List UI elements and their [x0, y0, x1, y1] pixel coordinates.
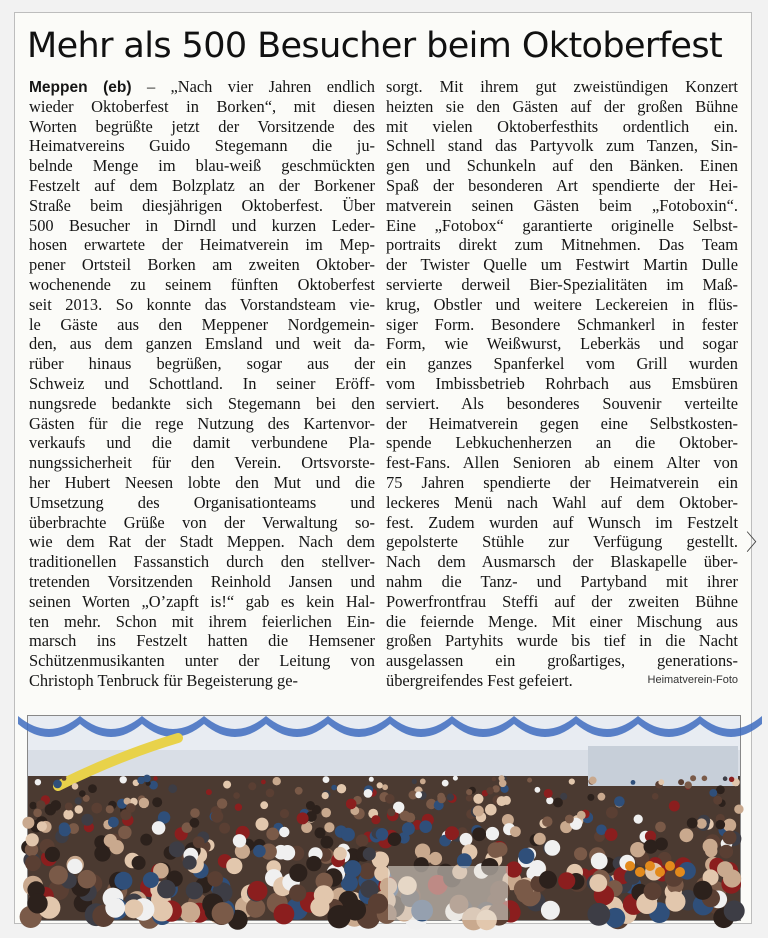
article-line: Nach dem Ausmarsch der Blaskapelle über- — [386, 552, 738, 572]
article-line: heizten sie den Gästen auf der großen Bühne — [386, 96, 738, 116]
article-line: Spaß der besonderen Art spendierte der Hei- — [386, 175, 738, 195]
article-line: wieder Oktoberfest in Borken“, mit diesen — [29, 96, 375, 116]
article-line: vom Imbissbetrieb Rohrbach aus Emsbüren — [386, 373, 738, 393]
article-line: wochenende zu seinem fünften Oktoberfest — [29, 274, 375, 294]
article-line: Eine „Fotobox“ garantierte originelle Selbst- — [386, 215, 738, 235]
article-line: portraits direkt zum Mitnehmen. Das Team — [386, 235, 738, 255]
article-line: der Heimatverein gegen eine Selbstkosten- — [386, 413, 738, 433]
article-line: Umsetzung des Organisationteams und — [29, 492, 375, 512]
article-line: nungsrede bedankte sich Stegemann bei den — [29, 393, 375, 413]
article-line: Straße beim diesjährigen Oktoberfest. Über — [29, 195, 375, 215]
article-line: seit 2013. So konnte das Vorstandsteam vie- — [29, 294, 375, 314]
article-line: Schnell stand das Partyvolk zum Tanzen, Sin- — [386, 136, 738, 156]
article-line: die feiernde Menge. Mit einer Mischung aus — [386, 611, 738, 631]
article-line: fest-Fans. Allen Senioren ab einem Alter von — [386, 453, 738, 473]
article-line: krug, Obstler und weitere Leckereien in flüs- — [386, 294, 738, 314]
article-line: nungssicherheit für den Verein. Ortsvorste- — [29, 453, 375, 473]
article-line: matverein seinen Gästen beim „Fotoboxin“. — [386, 195, 738, 215]
article-line: übergreifendes Fest gefeiert. Heimatverein-Foto — [386, 670, 738, 690]
article-column-left — [29, 77, 375, 691]
article-line: mit vielen Oktoberfesthits ordentlich ein. — [386, 116, 738, 136]
article-line: fest. Zudem wurden auf Wunsch im Festzelt — [386, 512, 738, 532]
article-line: her Hubert Neesen lobte den Mut und die — [29, 472, 375, 492]
article-headline: Mehr als 500 Besucher beim Oktoberfest — [27, 26, 723, 66]
article-line: Schweiz und Schottland. In seiner Eröff- — [29, 373, 375, 393]
article-line: Christoph Tenbruck für Begeisterung ge- — [29, 670, 298, 690]
article-line: marsch ins Festzelt hatten die Hemsener — [29, 631, 375, 651]
photo-credit: Heimatverein-Foto — [647, 673, 738, 686]
article-line: überbrachte Grüße von der Verwaltung so- — [29, 512, 375, 532]
article-line: le Gäste aus den Meppener Nordgemein- — [29, 314, 375, 334]
article-line: ten mehr. Schon mit ihrem feierlichen Ein- — [29, 611, 375, 631]
article-line: 75 Jahren spendierte der Heimatverein ein — [386, 472, 738, 492]
article-line: belnde Menge im blau-weiß geschmückten — [29, 156, 375, 176]
article-line: servierte derweil Bier-Spezialitäten im Maß- — [386, 274, 738, 294]
article-line: spende Lebkuchenherzen an die Oktober- — [386, 433, 738, 453]
article-line: ein ganzes Spanferkel vom Grill wurden — [386, 354, 738, 374]
newspaper-clipping — [14, 12, 752, 924]
article-line: gepolsterte Stühle zur Verfügung gestellt. — [386, 532, 738, 552]
article-line: verkaufs und die damit verbundene Pla- — [29, 433, 375, 453]
article-dateline: Meppen (eb) — [29, 79, 132, 96]
article-line: Schützenmusikanten unter der Leitung von — [29, 651, 375, 671]
article-line: rüber hinaus begrüßen, sogar aus der — [29, 354, 375, 374]
article-line: 500 Besucher in Dirndl und kurzen Leder- — [29, 215, 375, 235]
article-line: Form, wie Weißwurst, Leberkäs und sogar — [386, 334, 738, 354]
article-line: sorgt. Mit ihrem gut zweistündigen Konzert — [386, 77, 738, 96]
article-line: Worten begrüßte jetzt der Vorsitzende des — [29, 116, 375, 136]
article-line: Meppen (eb) – „Nach vier Jahren endlich — [29, 77, 375, 96]
chevron-right-icon[interactable]: 〉 — [746, 531, 768, 556]
article-line: Festzelt auf dem Bolzplatz an der Borkener — [29, 175, 375, 195]
article-line: seinen Worten „O’zapft is!“ gab es kein Hal- — [29, 591, 375, 611]
article-line: der Twister Quelle um Festwirt Martin Dulle — [386, 255, 738, 275]
article-line: pener Ortsteil Borken am zweiten Oktober- — [29, 255, 375, 275]
article-line: großen Partyhits wurde bis tief in die Nacht — [386, 631, 738, 651]
article-column-right — [386, 77, 738, 691]
festival-tent-crowd-photo — [28, 716, 740, 920]
article-line: Gästen für die rege Nutzung des Kartenvor- — [29, 413, 375, 433]
festival-photo — [27, 715, 741, 921]
article-line: wie dem Rat der Stadt Meppen. Nach dem — [29, 532, 375, 552]
article-line: Heimatvereins Guido Stegemann die ju- — [29, 136, 375, 156]
article-line: siger Form. Besondere Schmankerl in fester — [386, 314, 738, 334]
article-line: tretenden Vorsitzenden Reinhold Jansen und — [29, 571, 375, 591]
article-line: serviert. Als besonderes Souvenir verteilte — [386, 393, 738, 413]
article-line: traditionellen Fassanstich durch den stellver- — [29, 552, 375, 572]
article-line: den, aus dem ganzen Emsland und weit da- — [29, 334, 375, 354]
article-line: gen und Schunkeln auf den Bänken. Einen — [386, 156, 738, 176]
article-line: leckeres Menü nach Wahl auf dem Oktober- — [386, 492, 738, 512]
article-line: Powerfrontfrau Steffi auf der zweiten Bühne — [386, 591, 738, 611]
article-line: hosen erwartete der Heimatverein im Mep- — [29, 235, 375, 255]
article-line: ausgelassen ein großartiges, generations- — [386, 651, 738, 671]
article-line: nahm die Tanz- und Partyband mit ihrer — [386, 571, 738, 591]
